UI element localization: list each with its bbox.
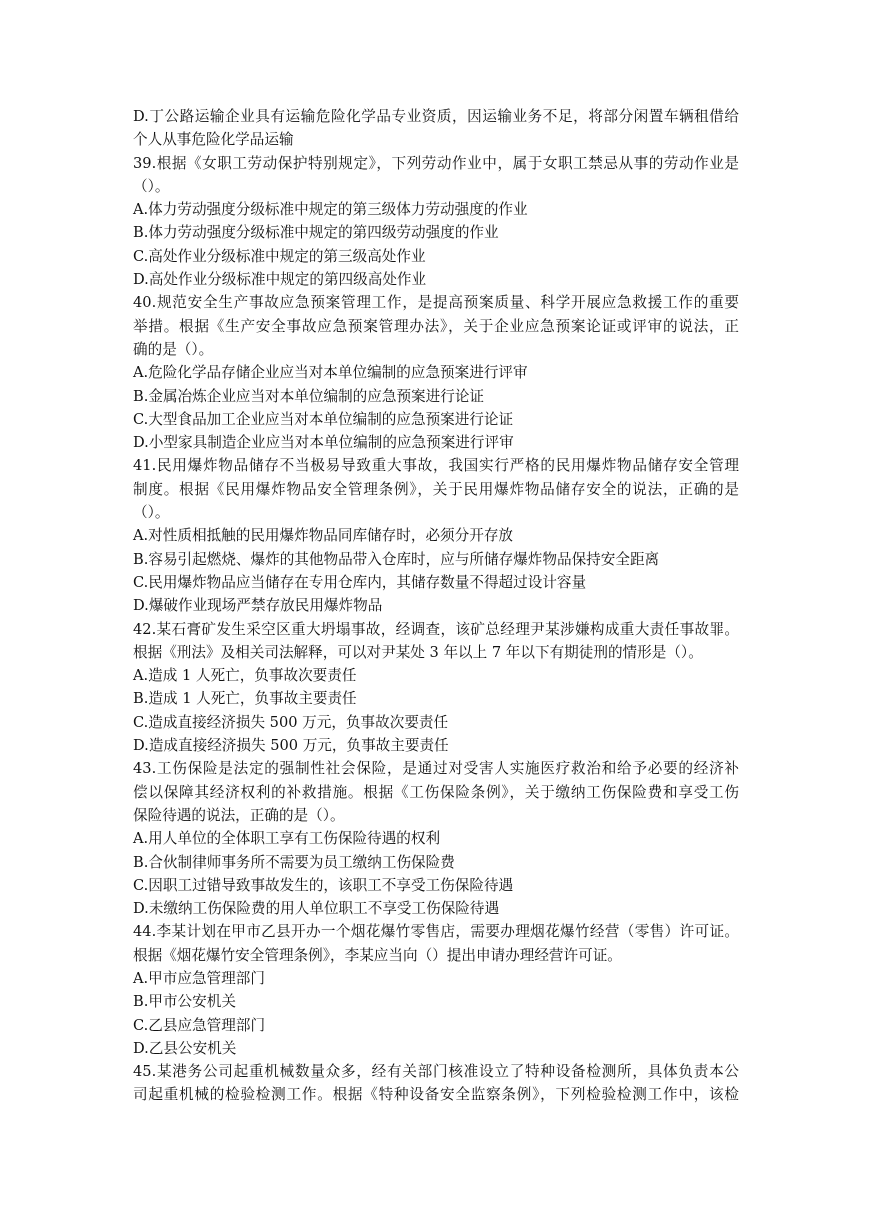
question-39-option-b: B.体力劳动强度分级标准中规定的第四级劳动强度的作业	[133, 224, 499, 242]
question-41-option-d: D.爆破作业现场严禁存放民用爆炸物品	[133, 597, 383, 615]
question-40-option-a: A.危险化学品存储企业应当对本单位编制的应急预案进行评审	[133, 364, 528, 382]
question-42-stem-end: 根据《刑法》及相关司法解释，可以对尹某处 3 年以上 7 年以下有期徒刑的情形是（）。	[133, 643, 703, 661]
question-43-stem-end: 保险待遇的说法，正确的是（）。	[133, 806, 345, 824]
question-41-option-a: A.对性质相抵触的民用爆炸物品同库储存时，必须分开存放	[133, 527, 514, 545]
exam-text-body	[133, 105, 739, 1107]
question-41-stem: 41.民用爆炸物品储存不当极易导致重大事故，我国实行严格的民用爆炸物品储存安全管理	[133, 457, 739, 475]
question-43-option-c: C.因职工过错导致事故发生的，该职工不享受工伤保险待遇	[133, 876, 514, 894]
question-39-option-a: A.体力劳动强度分级标准中规定的第三级体力劳动强度的作业	[133, 201, 528, 219]
question-39-option-c: C.高处作业分级标准中规定的第三级高处作业	[133, 247, 426, 265]
question-42-option-b: B.造成 1 人死亡，负事故主要责任	[133, 690, 357, 708]
question-42-option-a: A.造成 1 人死亡，负事故次要责任	[133, 667, 357, 685]
question-41-stem: 制度。根据《民用爆炸物品安全管理条例》，关于民用爆炸物品储存安全的说法，正确的是	[133, 480, 739, 498]
option-line-continuation: 个人从事危险化学品运输	[133, 131, 294, 149]
question-40-option-c: C.大型食品加工企业应当对本单位编制的应急预案进行论证	[133, 410, 514, 428]
question-39-stem: 39.根据《女职工劳动保护特别规定》，下列劳动作业中，属于女职工禁忌从事的劳动作业是	[133, 154, 739, 172]
question-43-stem: 偿以保障其经济权利的补救措施。根据《工伤保险条例》，关于缴纳工伤保险费和享受工伤	[133, 783, 739, 801]
option-line: D.丁公路运输企业具有运输危险化学品专业资质，因运输业务不足，将部分闲置车辆租借给	[133, 108, 739, 125]
question-39-option-d: D.高处作业分级标准中规定的第四级高处作业	[133, 271, 427, 289]
question-44-stem-end: 根据《烟花爆竹安全管理条例》，李某应当向（）提出申请办理经营许可证。	[133, 946, 622, 964]
question-44-option-b: B.甲市公安机关	[133, 993, 236, 1011]
question-43-option-d: D.未缴纳工伤保险费的用人单位职工不享受工伤保险待遇	[133, 900, 500, 918]
question-40-option-d: D.小型家具制造企业应当对本单位编制的应急预案进行评审	[133, 434, 514, 452]
question-40-stem: 40.规范安全生产事故应急预案管理工作，是提高预案质量、科学开展应急救援工作的重要	[133, 294, 739, 312]
question-44-option-d: D.乙县公安机关	[133, 1039, 237, 1057]
question-43-option-a: A.用人单位的全体职工享有工伤保险待遇的权利	[133, 830, 441, 848]
question-42-option-d: D.造成直接经济损失 500 万元，负事故主要责任	[133, 737, 449, 755]
question-44-option-a: A.甲市应急管理部门	[133, 969, 265, 987]
question-42-option-c: C.造成直接经济损失 500 万元，负事故次要责任	[133, 713, 449, 731]
question-43-stem: 43.工伤保险是法定的强制性社会保险，是通过对受害人实施医疗救治和给予必要的经济补	[133, 760, 739, 778]
question-45-stem: 45.某港务公司起重机械数量众多，经有关部门核准设立了特种设备检测所，具体负责本公	[133, 1063, 739, 1081]
question-45-stem: 司起重机械的检验检测工作。根据《特种设备安全监察条例》，下列检验检测工作中，该检	[133, 1086, 739, 1104]
question-41-stem-end: （）。	[133, 504, 170, 522]
question-39-stem-end: （）。	[133, 177, 170, 195]
question-41-option-c: C.民用爆炸物品应当储存在专用仓库内，其储存数量不得超过设计容量	[133, 573, 587, 591]
question-40-stem: 举措。根据《生产安全事故应急预案管理办法》，关于企业应急预案论证或评审的说法，正	[133, 317, 739, 335]
question-40-option-b: B.金属冶炼企业应当对本单位编制的应急预案进行论证	[133, 387, 485, 405]
question-44-option-c: C.乙县应急管理部门	[133, 1016, 266, 1034]
question-44-stem: 44.李某计划在甲市乙县开办一个烟花爆竹零售店，需要办理烟花爆竹经营（零售）许可证。	[133, 923, 739, 941]
question-41-option-b: B.容易引起燃烧、爆炸的其他物品带入仓库时，应与所储存爆炸物品保持安全距离	[133, 550, 660, 568]
question-42-stem: 42.某石膏矿发生采空区重大坍塌事故，经调查，该矿总经理尹某涉嫌构成重大责任事故罪。	[133, 620, 739, 638]
question-40-stem-end: 确的是（）。	[133, 340, 214, 358]
question-43-option-b: B.合伙制律师事务所不需要为员工缴纳工伤保险费	[133, 853, 455, 871]
